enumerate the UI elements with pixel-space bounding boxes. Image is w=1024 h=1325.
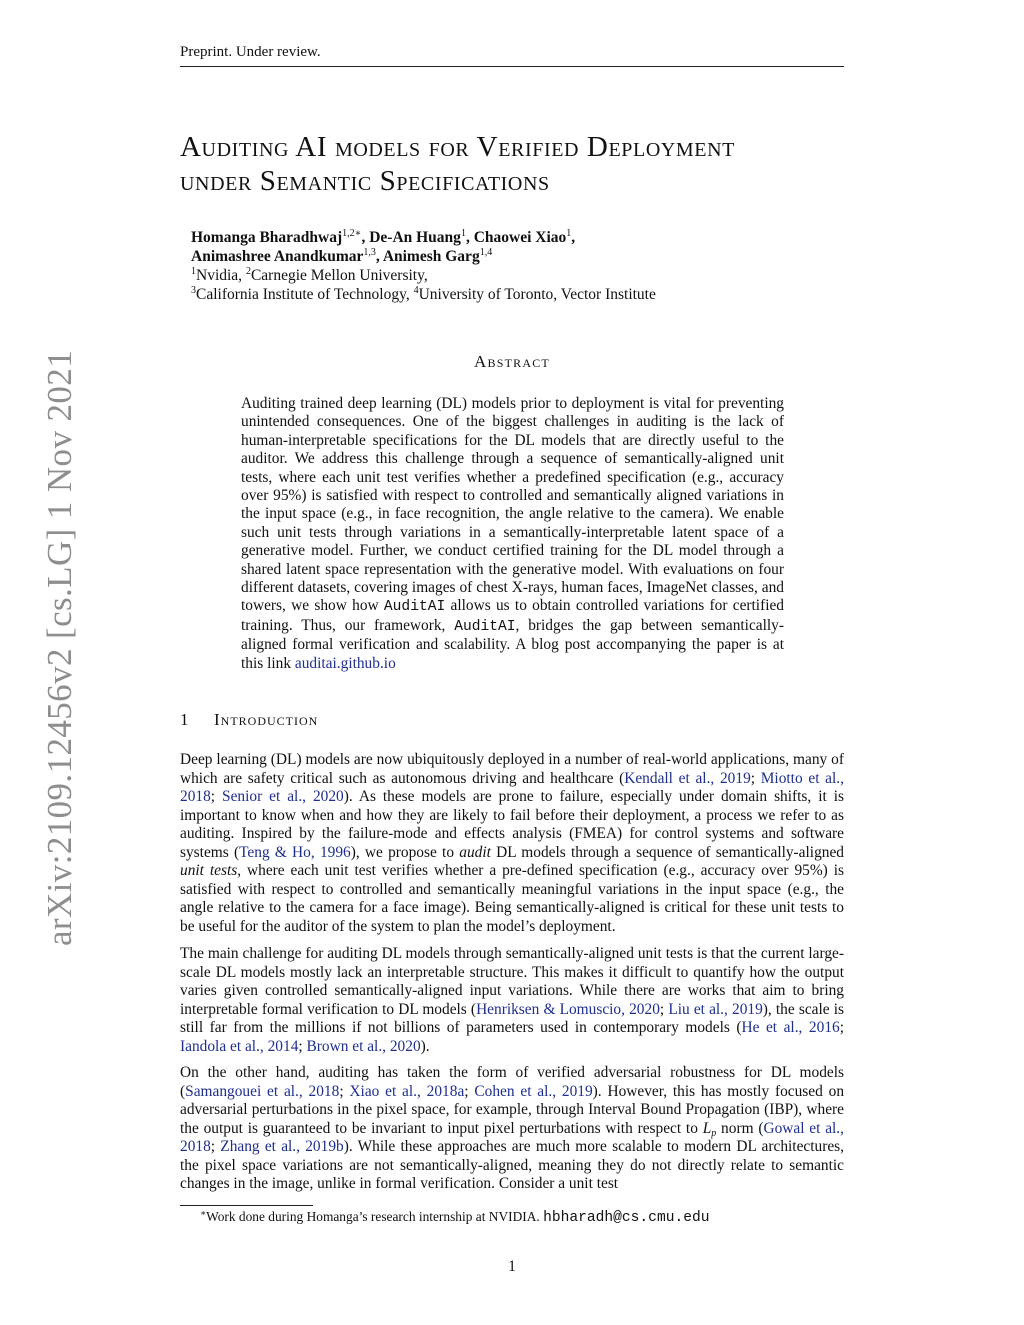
citation-link[interactable]: Cohen et al., 2019 <box>474 1082 593 1100</box>
tool-name: AuditAI <box>383 599 446 616</box>
author-line-2: Animashree Anandkumar$^{1,3}$, Animesh Garg$^{1,4}$ <box>191 247 493 265</box>
arxiv-sidebar-stamp: arXiv:2109.12456v2 [cs.LG] 1 Nov 2021 <box>40 349 79 946</box>
section-heading <box>180 710 318 730</box>
citation-link[interactable]: Xiao et al., 2018a <box>349 1082 465 1100</box>
footnote <box>200 1209 710 1226</box>
footnote-marker: ∗ <box>200 1208 207 1218</box>
author-name: Animesh Garg <box>382 248 480 265</box>
author-affil: 1 <box>566 228 572 239</box>
author-name: De-An Huang <box>369 229 461 246</box>
title-line-1: Auditing AI models for Verified Deployment <box>180 131 735 163</box>
footnote-text: Work done during Homanga’s research internship at NVIDIA. <box>206 1209 540 1224</box>
citation-link[interactable]: He et al., 2016 <box>741 1019 840 1036</box>
intro-paragraph-3: On the other hand, auditing has taken the form of verified adversarial robustness for DL models (Samangouei et al., 2018; Xiao et al., 2018a; Cohen et al., 2019). However, this has mostly focused on adversarial perturbations in the pixel space, for example, through Interval Bound Propagation (IBP), where the output is guaranteed to be invariant to input pixel perturbations with respect to $L_p$ norm (Gowal et al., 2018; Zhang et al., 2019b). While these approaches are much more scalable to modern DL architectures, the pixel space variations are not semantically-aligned, meaning they do not directly relate to semantic changes in the image, unlike in formal verification. Consider a unit test <box>180 1064 845 1192</box>
author-affil: 1 <box>460 228 466 239</box>
title-line-2: under Semantic Specifications <box>180 165 550 197</box>
author-affil: 1,4 <box>479 247 493 258</box>
affiliation-line-1: $^1$Nvidia, $^2$Carnegie Mellon University, <box>191 266 428 284</box>
section-number: 1 <box>180 710 189 729</box>
author-block <box>191 228 656 304</box>
footnote-rule <box>180 1205 313 1206</box>
citation-link[interactable]: Iandola et al., 2014 <box>180 1037 299 1055</box>
affiliation-line-2: $^3$California Institute of Technology, $^4$University of Toronto, Vector Institute <box>191 285 656 303</box>
author-name: Animashree Anandkumar <box>191 248 364 265</box>
blog-link[interactable]: auditai.github.io <box>294 654 396 672</box>
paper-title <box>180 130 860 198</box>
citation-link[interactable]: Miotto et al., 2018 <box>180 769 844 805</box>
author-affil: 1,2 <box>342 228 355 239</box>
emphasis: unit tests <box>180 862 238 879</box>
author-name: Homanga Bharadhwaj <box>191 229 343 246</box>
math-norm-symbol: $L_p$ <box>702 1119 717 1139</box>
author-affil: 1,3 <box>363 247 376 258</box>
affiliation: Carnegie Mellon University, <box>250 267 428 284</box>
author-name: Chaowei Xiao <box>473 229 567 246</box>
affiliation: Nvidia, <box>196 267 243 284</box>
tool-name: AuditAI <box>454 618 516 635</box>
affiliation: University of Toronto, Vector Institute <box>418 286 656 303</box>
citation-link[interactable]: Henriksen & Lomuscio, 2020 <box>476 1000 660 1018</box>
citation-link[interactable]: Gowal et al., 2018 <box>180 1119 844 1155</box>
citation-link[interactable]: Samangouei et al., 2018 <box>185 1082 340 1100</box>
citation-link[interactable]: Zhang et al., 2019b <box>220 1138 344 1155</box>
section-title: Introduction <box>214 710 319 729</box>
intro-paragraph-2: The main challenge for auditing DL models through semantically-aligned unit tests is that the current large-scale DL models mostly lack an interpretable structure. This makes it difficult to quantify how the output varies given controlled semantically-aligned input variations. While there are works that aim to bring interpretable formal verification to DL models (Henriksen & Lomuscio, 2020; Liu et al., 2019), the scale is still far from the millions if not billions of parameters used in contemporary models (He et al., 2016; Iandola et al., 2014; Brown et al., 2020). <box>180 945 845 1055</box>
citation-link[interactable]: Teng & Ho, 1996 <box>239 843 351 861</box>
footnote-email[interactable]: hbharadh@cs.cmu.edu <box>543 1210 710 1226</box>
author-footnote-marker[interactable]: ∗ <box>354 228 362 239</box>
affiliation: California Institute of Technology, <box>196 286 410 303</box>
citation-link[interactable]: Brown et al., 2020 <box>306 1037 421 1055</box>
abstract-body: Auditing trained deep learning (DL) models prior to deployment is vital for preventing unintended consequences. One of the biggest challenges in auditing is the lack of human-interpretable specifications for the DL models that are directly useful to the auditor. We address this challenge through a sequence of semantically-aligned unit tests, where each unit test verifies whether a predefined specification (e.g., accuracy over 95%) is satisfied with respect to controlled and semantically aligned variations in the input space (e.g., in face recognition, the angle relative to the camera). We enable such unit tests through variations in a semantically-interpretable latent space of a generative model. Further, we conduct certified training for the DL model through a shared latent space representation with the generative model. With evaluations on four different datasets, covering images of chest X-rays, human faces, ImageNet classes, and towers, we show how AuditAI allows us to obtain controlled variations for certified training. Thus, our framework, AuditAI, bridges the gap between semantically-aligned formal verification and scalability. A blog post accompanying the paper is at this link auditai.github.io <box>241 395 785 672</box>
author-line-1: Homanga Bharadhwaj$^{1,2∗}$, De-An Huang$^1$, Chaowei Xiao$^1$, <box>191 228 576 246</box>
intro-paragraph-1: Deep learning (DL) models are now ubiquitously deployed in a number of real-world applications, many of which are safety critical such as autonomous driving and healthcare (Kendall et al., 2019; Miotto et al., 2018; Senior et al., 2020). As these models are prone to failure, especially under domain shifts, it is important to know when and how they are likely to fail before their deployment, a process we refer to as auditing. Inspired by the failure-mode and effects analysis (FMEA) for control systems and software systems (Teng & Ho, 1996), we propose to audit DL models through a sequence of semantically-aligned unit tests, where each unit test verifies whether a pre-defined specification (e.g., accuracy over 95%) is satisfied with respect to controlled and semantically meaningful variations in the input space (e.g., the angle relative to the camera for a face image). Being semantically-aligned is critical for these unit tests to be useful for the auditor of the system to plan the model’s deployment. <box>180 751 844 935</box>
emphasis: audit <box>459 843 491 861</box>
citation-link[interactable]: Kendall et al., 2019 <box>624 769 751 787</box>
citation-link[interactable]: Liu et al., 2019 <box>668 1000 763 1018</box>
running-header: Preprint. Under review. <box>180 44 321 60</box>
abstract-heading: Abstract <box>474 352 550 371</box>
citation-link[interactable]: Senior et al., 2020 <box>222 788 344 805</box>
page-number: 1 <box>508 1258 516 1275</box>
header-rule <box>180 66 844 67</box>
